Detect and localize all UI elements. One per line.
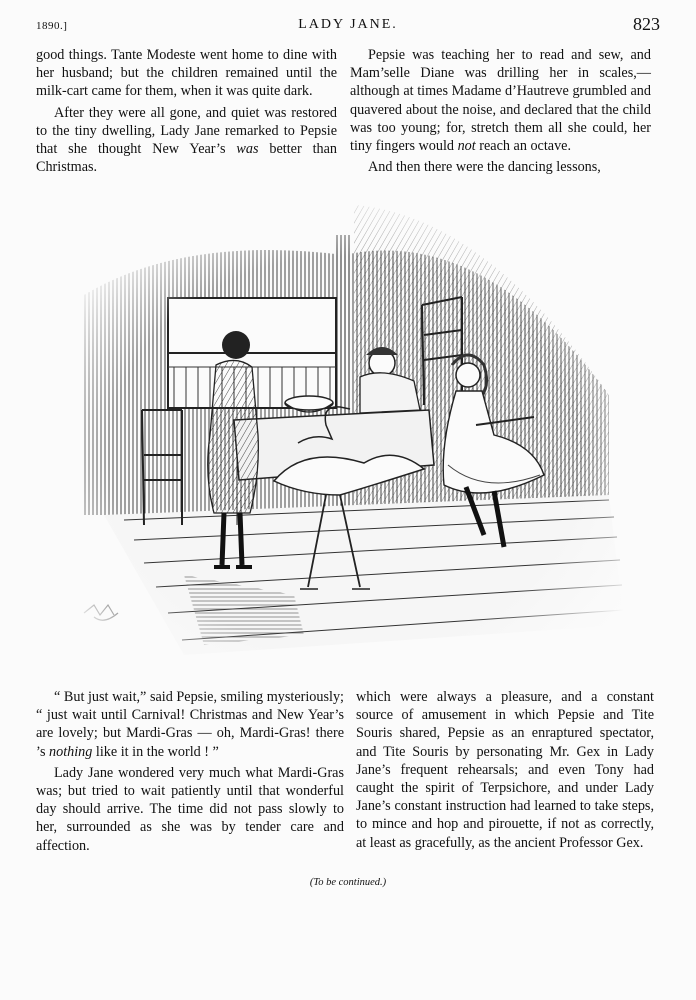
column-bottom-left <box>36 688 344 855</box>
text-run: like it in the world ! ” <box>92 743 219 760</box>
text-run: After they were all gone, and quiet was restored to the tiny dwelling, Lady Jane remarked to Pepsie that she thought New Year’s <box>36 104 337 158</box>
emphasis-text: was <box>236 141 259 158</box>
header-year: 1890.] <box>36 20 68 32</box>
text-run: reach an octave. <box>475 138 572 155</box>
text-run: “ But just wait,” said Pepsie, smiling mysteriously; “ just wait until Carnival! Christmas and New Year’s are lovely; but Mardi-Gras — oh, Mardi-Gras! there ’s <box>36 689 344 760</box>
paragraph: Lady Jane wondered very much what Mardi-Gras was; but tried to wait patiently until that wonderful day should arrive. The time did not pass slowly to her, surrounded as she was by tender care and affection. <box>36 764 344 854</box>
emphasis-text: nothing <box>49 743 93 760</box>
page-number: 823 <box>633 14 660 34</box>
paragraph: which were always a pleasure, and a constant source of amusement in which Pepsie and Tite Souris shared, Pepsie as an enraptured spectator, and Tite Souris by personating Mr. Gex in Lady Jane’s frequent rehearsals; and even Tony had caught the spirit of Terpsichore, and under Lady Jane’s constant instruction had learned to take steps, to mince and hop and pirouette, if not as correctly, at least as gracefully, as the ancient Professor Gex. <box>356 689 654 851</box>
column-top-left <box>36 46 337 176</box>
running-head <box>36 14 660 38</box>
engraving-illustration <box>64 195 624 665</box>
text-run: better than Christmas. <box>36 141 337 176</box>
column-top-right <box>350 46 651 176</box>
text-run: Pepsie was teaching her to read and sew, and Mam’selle Diane was drilling her in scales,—although at times Madame d’Hautreve grumbled and quavered about the noise, and declared that the child was too young; for, stretch them all she could, her tiny fingers would <box>350 47 651 155</box>
paragraph <box>36 688 344 761</box>
emphasis-text: not <box>457 138 476 155</box>
paragraph <box>36 104 337 177</box>
header-title: LADY JANE. <box>298 17 398 32</box>
paragraph: good things. Tante Modeste went home to dine with her husband; but the children remained until the milk-cart came for them, when it was quite dark. <box>36 47 337 100</box>
paragraph: And then there were the dancing lessons, <box>368 159 601 176</box>
to-be-continued-note: (To be continued.) <box>309 877 387 888</box>
paragraph <box>350 46 651 155</box>
column-bottom-right <box>356 688 654 852</box>
